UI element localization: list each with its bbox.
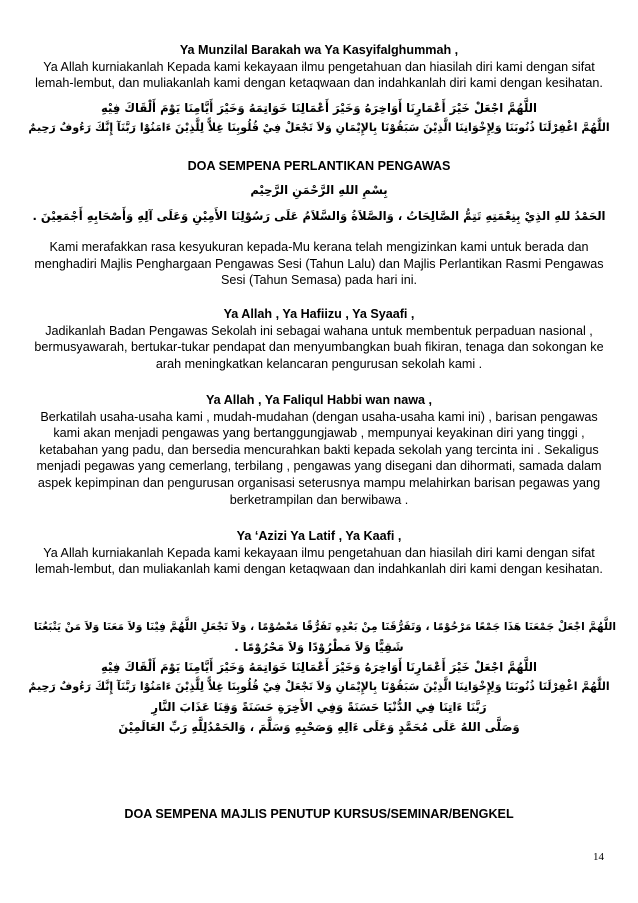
intro-arabic <box>22 98 616 138</box>
paragraph-line: Sesi (Tahun Semasa) pada hari ini. <box>220 273 417 288</box>
paragraph-line: Jadikanlah Badan Pengawas Sekolah ini sebagai wahana untuk membentuk perpaduan nasional , <box>45 323 593 338</box>
paragraph-line: Ya Allah kurniakanlah Kepada kami kekayaan ilmu pengetahuan dan hiasilah diri kami dengan sifat <box>43 545 595 560</box>
paragraph-line: kami akan menjadi pengawas yang bertanggungjawab , mempunyai keyakinan diri yang tinggi , <box>53 426 585 441</box>
page-number: 14 <box>593 851 604 863</box>
arabic-line: رَبَّنَا ءَاتِنَا فِي الدُّنْيَا حَسَنَةً وَفِي الأَخِرَةِ حَسَنَةً وَقِنَا عَذَابَ النَّارِ <box>151 700 487 714</box>
azizi-section <box>30 528 608 578</box>
paragraph-line: bermusyawarah, bertukar-tukar pendapat dan menyumbangkan buah fikiran, tenaga dan sokongan ke <box>34 340 604 355</box>
paragraph-line: ketabahan yang padu, dan bersedia mencurahkan bakti kepada sekolah yang tercinta ini . Sekaligus <box>39 442 599 457</box>
section-title: DOA SEMPENA MAJLIS PENUTUP KURSUS/SEMINAR/BENGKEL <box>124 807 514 821</box>
paragraph-line: menjadi pegawas yang cemerlang, terbilang , pengawas yang disegani dan dihormati, samada dalam <box>36 459 602 474</box>
paragraph-line: Berkatilah usaha-usaha kami , mudah-mudahan (dengan usaha-usaha kami ini) , barisan pengawas <box>40 409 598 424</box>
section-title: DOA SEMPENA PERLANTIKAN PENGAWAS <box>187 159 451 173</box>
paragraph-line: arah meningkatkan kelancaran pengurusan sekolah kami . <box>155 356 483 371</box>
hafiizu-section <box>30 306 608 372</box>
hamdalah <box>22 206 616 226</box>
arabic-line: اللَّهُمَّ اجْعَلْ خَيْرَ أَعْمَارِنَا أَوَاخِرَهُ وَخَيْرَ أَعْمَالِنَا خَوَاتِمَهُ وَخَيْرَ أَيَّامِنَا يَوْمَ أَلْقَاكَ فِيْهِ <box>100 660 538 674</box>
arabic-line: وَصَلَّى اللهُ عَلَى مُحَمَّدٍ وَعَلَى ءَالِهِ وَصَحْبِهِ وَسَلَّمَ ، وَالحَمْدُلِلَّهِ رَبِّ العَالَمِيْنَ <box>118 720 520 734</box>
section-heading: Ya ‘Azizi Ya Latif , Ya Kaafi , <box>236 529 402 543</box>
basmalah <box>22 180 616 200</box>
intro-line: lemah-lembut, dan muliakanlah kami dengan ketaqwaan dan indahkanlah diri kami dengan kesihatan. <box>35 76 603 91</box>
arabic-line: اللَّهُمَّ اغْفِرْلَنَا ذُنُوبَنَا وَلِإِخْوَانِنَا الَّذِيْنَ سَبَقُوْنَا بِالإِيْمَانِ وَلاَ تَجْعَلْ فِيْ قُلُوبِنَا غِلاًّ لِلَّذِيْنَ ءَامَنُوْا رَبَّنَآ إِنَّكَ رَءُوفٌ رَحِيمٌ <box>28 121 610 134</box>
arabic-line: اللَّهُمَّ اجْعَلْ خَيْرَ أَعْمَارِنَا أَوَاخِرَهُ وَخَيْرَ أَعْمَالِنَا خَوَاتِمَهُ وَخَيْرَ أَيَّامِنَا يَوْمَ أَلْقَاكَ فِيْهِ <box>100 101 538 115</box>
closing-title-block <box>30 806 608 823</box>
intro-section <box>30 42 608 92</box>
closing-arabic <box>22 617 616 737</box>
paragraph-line: Kami merafakkan rasa kesyukuran kepada-Mu kerana telah mengizinkan kami untuk berada dan <box>49 240 589 254</box>
basmalah-line: بِسْمِ اللهِ الرَّحْمَنِ الرَّحِيْم <box>250 183 388 197</box>
arabic-line: اللَّهُمَّ اجْعَلْ جَمْعَنَا هَذَا جَمْعًا مَرْحُوْمًا ، وَتَفَرُّقَنَا مِنْ بَعْدِهِ تَفَرُّقًا مَعْصُوْمًا ، وَلاَ تَجْعَلِ اللَّهُمَّ فِيْنَا وَلاَ مَعَنَا وَلاَ مَنْ يَتْبَعُنَا <box>33 620 616 633</box>
arabic-line: اللَّهُمَّ اغْفِرْلَنَا ذُنُوبَنَا وَلِإِخْوَانِنَا الَّذِيْنَ سَبَقُوْنَا بِالإِيْمَانِ وَلاَ تَجْعَلْ فِيْ قُلُوبِنَا غِلاًّ لِلَّذِيْنَ ءَامَنُوْا رَبَّنَآ إِنَّكَ رَءُوفٌ رَحِيمٌ <box>28 680 610 693</box>
arabic-line: شَقِيًّا وَلاَ مَطْرُوْدًا وَلاَ مَحْرُوْمًا . <box>234 640 404 654</box>
paragraph-line: menghadiri Majlis Penghargaan Pengawas Sesi (Tahun Lalu) dan Majlis Perlantikan Rasmi Pengawas <box>34 256 604 271</box>
section-heading: Ya Allah , Ya Faliqul Habbi wan nawa , <box>205 393 433 407</box>
installation-title-block <box>30 158 608 175</box>
paragraph-line: lemah-lembut, dan muliakanlah kami dengan ketaqwaan dan indahkanlah diri kami dengan kesihatan. <box>35 562 603 577</box>
section-heading: Ya Allah , Ya Hafiizu , Ya Syaafi , <box>223 307 415 321</box>
intro-line: Ya Allah kurniakanlah Kepada kami kekayaan ilmu pengetahuan dan hiasilah diri kami dengan sifat <box>43 59 595 74</box>
paragraph-line: berketrampilan dan berwibawa . <box>229 492 409 507</box>
faliqul-section <box>30 392 608 508</box>
gratitude-paragraph <box>30 239 608 289</box>
paragraph-line: aspek kepimpinan dan pengurusan organisasi seterusnya mampu melahirkan barisan pegawas yang <box>37 475 601 490</box>
hamdalah-line: الحَمْدُ للهِ الذِيْ بِنِعْمَتِهِ تَتِمُّ الصَّالِحَاتُ ، وَالصَّلاَةُ وَالسَّلاَمُ عَلَى رَسُوْلِنَا الأَمِيْنِ وَعَلَى آلِهِ وَأَصْحَابِهِ أَجْمَعِيْنَ . <box>32 209 606 223</box>
intro-heading: Ya Munzilal Barakah wa Ya Kasyifalghummah , <box>179 43 459 57</box>
